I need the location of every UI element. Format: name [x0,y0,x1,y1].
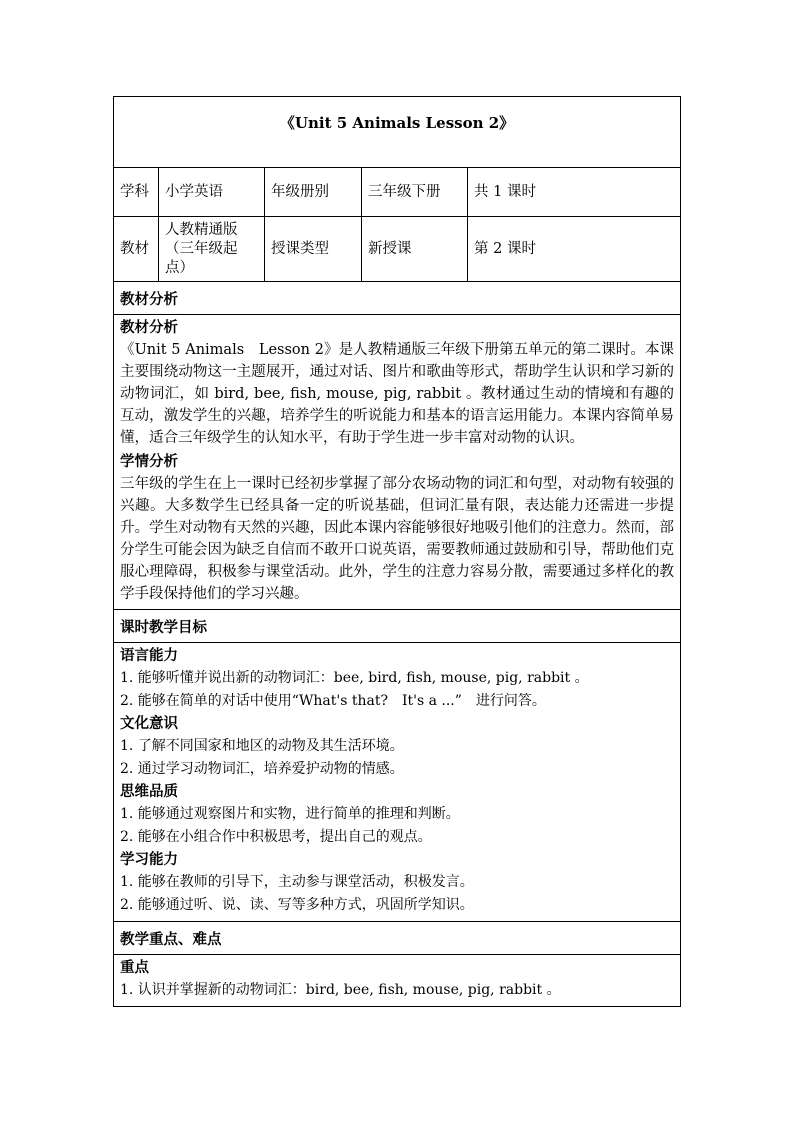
objectives-heading: 课时教学目标 [114,610,681,643]
objective-item: 2. 能够在小组合作中积极思考，提出自己的观点。 [120,829,432,845]
objective-group-title: 语言能力 [120,647,178,664]
grade-label: 年级册别 [265,168,362,217]
lesson-plan-document [113,96,680,1007]
textbook-value: 人教精通版（三年级起点） [159,217,265,282]
subject-label: 学科 [114,168,159,217]
student-analysis-text: 三年级的学生在上一课时已经初步掌握了部分农场动物的词汇和句型，对动物有较强的兴趣。大多数学生已经具备一定的听说基础，但词汇量有限，表达能力还需进一步提升。学生对动物有天然的兴趣，因此本课内容能够很好地吸引他们的注意力。然而，部分学生可能会因为缺乏自信而不敢开口说英语，需要教师通过鼓励和引导，帮助他们克服心理障碍，积极参与课堂活动。此外，学生的注意力容易分散，需要通过多样化的教学手段保持他们的学习兴趣。 [120,476,675,602]
focus-title: 重点 [120,959,149,976]
objective-item: 1. 了解不同国家和地区的动物及其生活环境。 [120,738,404,754]
grade-value: 三年级下册 [362,168,468,217]
objective-group-learning [120,849,674,917]
focus-item: 1. 认识并掌握新的动物词汇：bird, bee, fish, mouse, pig, rabbit 。 [120,982,561,998]
objective-group-title: 文化意识 [120,715,178,732]
textbook-label: 教材 [114,217,159,282]
objective-item: 2. 能够在简单的对话中使用“What's that? It's a ...” 进行问答。 [120,693,546,709]
lesson-number: 第 2 课时 [468,217,681,282]
keypoints-block [114,955,681,1007]
student-analysis-title: 学情分析 [120,453,178,470]
objective-group-culture [120,713,674,781]
lesson-plan-table [113,96,681,1007]
objective-item: 2. 通过学习动物词汇，培养爱护动物的情感。 [120,761,404,777]
objective-item: 2. 能够通过听、说、读、写等多种方式，巩固所学知识。 [120,897,474,913]
analysis-block [114,315,681,610]
objective-group-language [120,645,674,713]
type-label: 授课类型 [265,217,362,282]
objectives-block [114,643,681,922]
objective-group-title: 思维品质 [120,783,178,800]
textbook-analysis-text: 《Unit 5 Animals Lesson 2》是人教精通版三年级下册第五单元的第二课时。本课主要围绕动物这一主题展开，通过对话、图片和歌曲等形式，帮助学生认识和学习新的动物词汇，如 bird, bee, fish, mouse, pig, rabbit 。教材通过生动的情境和有趣的互动，激发学生的兴趣，培养学生的听说能力和基本的语言运用能力。本课内容简单易懂，适合三年级学生的认知水平，有助于学生进一步丰富对动物的认识。 [120,342,675,446]
objective-item: 1. 能够通过观察图片和实物，进行简单的推理和判断。 [120,806,460,822]
analysis-heading: 教材分析 [114,282,681,315]
total-hours: 共 1 课时 [468,168,681,217]
objective-group-thinking [120,781,674,849]
keypoints-heading: 教学重点、难点 [114,922,681,955]
type-value: 新授课 [362,217,468,282]
textbook-analysis-title: 教材分析 [120,319,178,336]
subject-value: 小学英语 [159,168,265,217]
objective-item: 1. 能够在教师的引导下，主动参与课堂活动，积极发言。 [120,874,474,890]
document-title: 《Unit 5 Animals Lesson 2》 [114,97,681,168]
objective-item: 1. 能够听懂并说出新的动物词汇：bee, bird, fish, mouse, pig, rabbit 。 [120,670,589,686]
objective-group-title: 学习能力 [120,851,178,868]
